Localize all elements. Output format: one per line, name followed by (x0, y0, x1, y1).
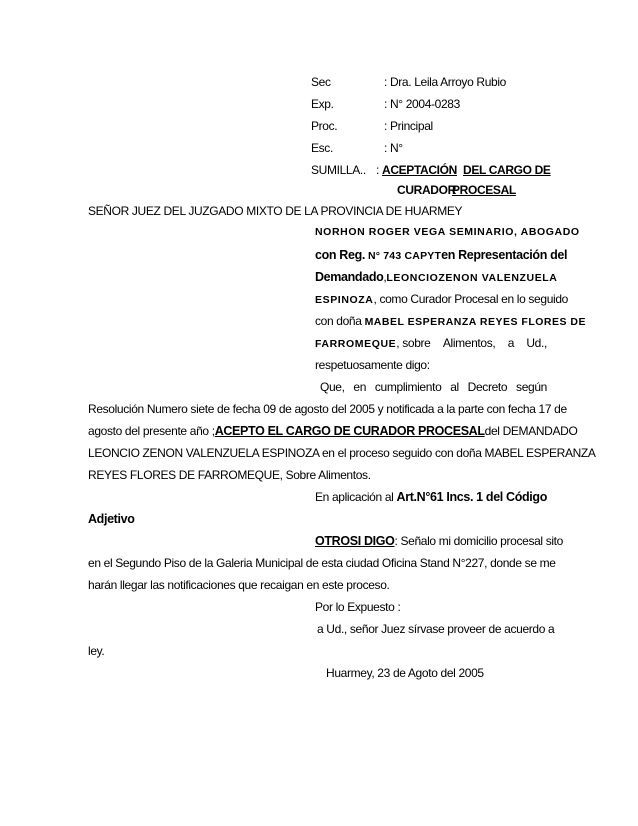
intro-line-3 (315, 270, 558, 284)
leoncio-name: LEONCIO (386, 272, 439, 284)
intro-line-4 (315, 292, 568, 306)
date-text: Huarmey, 23 de Agoto del 2005 (326, 666, 484, 680)
addressee (88, 204, 463, 218)
por-lo-expuesto: Por lo Expuesto : (315, 600, 401, 614)
zenon-name: ZENON VALENZUELA (438, 272, 558, 284)
exp-label: Exp. (311, 97, 334, 111)
acepto-cargo-text: ACEPTO EL CARGO DE CURADOR PROCESAL (214, 424, 485, 438)
como-text: , como Curador Procesal en lo seguido (373, 292, 568, 306)
ud-text: Ud., (526, 336, 547, 350)
intro-line-6 (315, 336, 547, 350)
p1-line-2: Resolución Numero siete de fecha 09 de agosto del 2005 y notificada a la parte con fecha 17 de (88, 402, 567, 416)
adjetivo-text: Adjetivo (88, 512, 135, 526)
comma: , (383, 270, 387, 284)
articulo-text: Art.N°61 Incs. 1 del Código (396, 490, 547, 504)
p2-line-1 (315, 490, 547, 504)
intro-line-2 (315, 248, 568, 262)
alimentos-text: Alimentos, (442, 336, 496, 350)
mabel-name: MABEL ESPERANZA REYES FLORES DE (364, 316, 587, 328)
intro-line-5 (315, 314, 586, 328)
aplicacion-text: En aplicación al (315, 490, 394, 504)
sobre-text: , sobre (396, 336, 431, 350)
espinoza-name: ESPINOZA (315, 294, 374, 306)
respetuosamente-text: respetuosamente digo: (315, 358, 430, 372)
sec-value: : Dra. Leila Arroyo Rubio (384, 75, 506, 89)
p1-line-3c: del DEMANDADO (484, 424, 578, 438)
proc-value: : Principal (384, 119, 433, 133)
esc-label: Esc. (311, 141, 333, 155)
lawyer-name: NORHON ROGER VEGA SEMINARIO, ABOGADO (315, 226, 580, 238)
proc-label: Proc. (311, 119, 338, 133)
otrosi-rest: : Señalo mi domicilio procesal sito (394, 534, 563, 548)
reg-number: N° 743 CAPYT (367, 250, 442, 262)
p1-line-3 (88, 424, 578, 438)
sumilla-value-4: PROCESAL (452, 183, 516, 197)
sumilla-value-1: ACEPTACIÓN (382, 163, 457, 177)
p3-line-1 (315, 534, 563, 548)
esc-value: : N° (384, 141, 403, 155)
sumilla-label: SUMILLA.. (311, 163, 366, 177)
request-text: a Ud., señor Juez sírvase proveer de acuerdo a (317, 622, 555, 636)
sumilla-value-2: DEL CARGO DE (463, 163, 551, 177)
farromeque-name: FARROMEQUE (315, 338, 397, 350)
p1-line-3a: agosto del presente año ; (88, 424, 215, 438)
con-reg: con Reg. (315, 248, 365, 262)
otrosi-heading: OTROSI DIGO (315, 534, 395, 548)
exp-value: : N° 2004-0283 (384, 97, 460, 111)
representation-text: en Representación del (441, 248, 568, 262)
p1-line-5: REYES FLORES DE FARROMEQUE, Sobre Alimentos. (88, 468, 371, 482)
sec-label: Sec (311, 75, 331, 89)
ley-text: ley. (88, 644, 105, 658)
p3-line-3: harán llegar las notificaciones que recaigan en este proceso. (88, 578, 390, 592)
sumilla-value-3: CURADOR (397, 183, 456, 197)
p1-line-4: LEONCIO ZENON VALENZUELA ESPINOZA en el proceso seguido con doña MABEL ESPERANZA (88, 446, 596, 460)
con-dona-text: con doña (315, 314, 362, 328)
addressee-text: SEÑOR JUEZ DEL JUZGADO MIXTO DE LA PROVINCIA DE HUARMEY (88, 204, 463, 218)
demandado-label: Demandado (315, 270, 384, 284)
sumilla-colon: : (376, 163, 379, 177)
p1-line-1: Que, en cumplimiento al Decreto según (320, 380, 547, 394)
p3-line-2: en el Segundo Piso de la Galeria Municipal de esta ciudad Oficina Stand N°227, donde se me (88, 556, 556, 570)
a-text: a (507, 336, 515, 350)
